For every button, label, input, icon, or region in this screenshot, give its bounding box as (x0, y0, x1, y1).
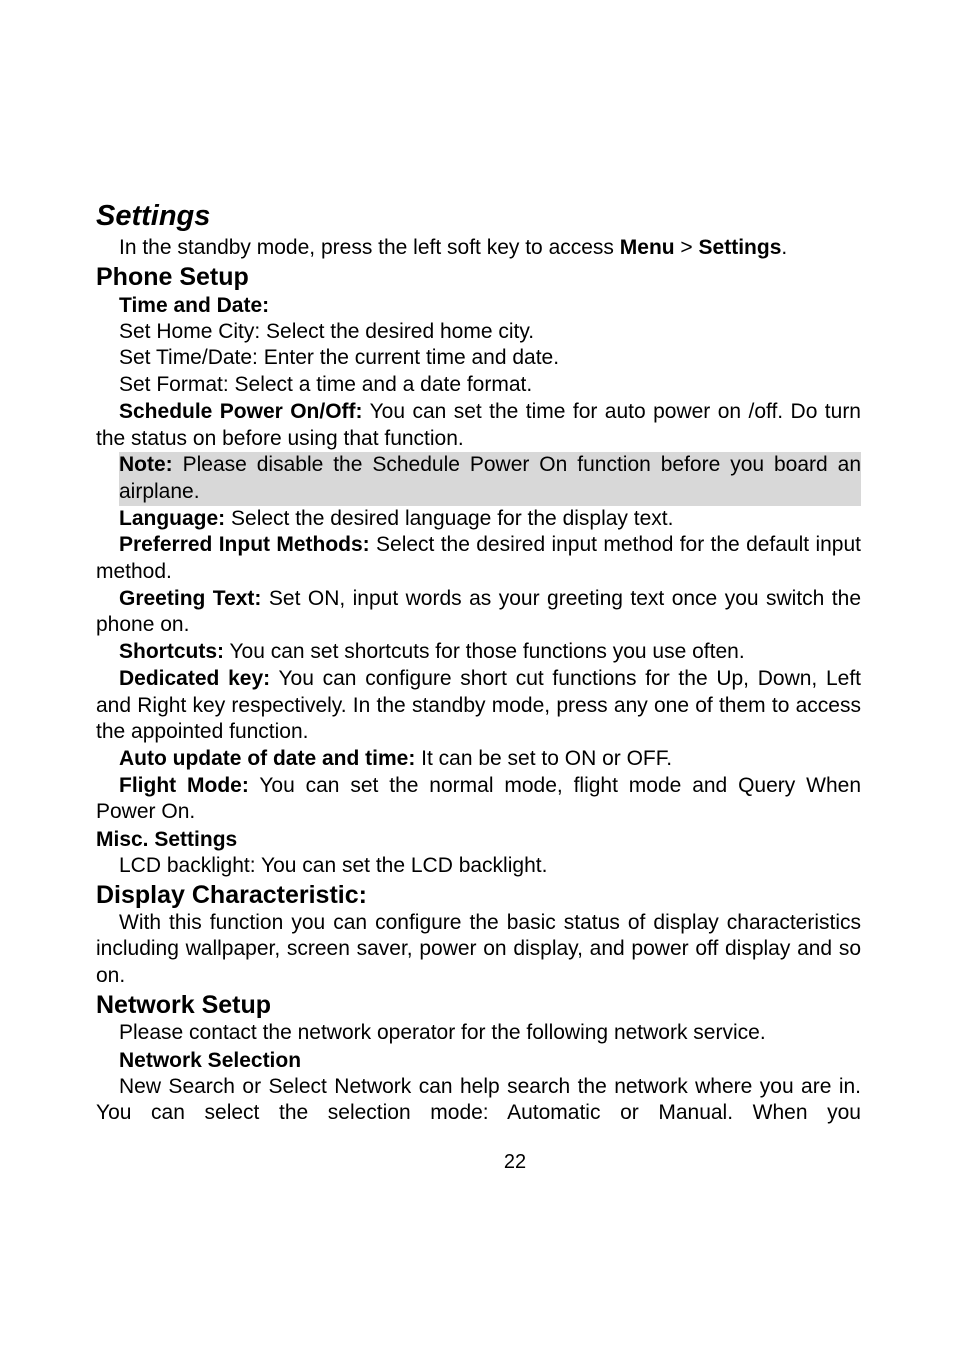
note-paragraph: Note: Please disable the Schedule Power On function before you board an airplane. (119, 453, 861, 503)
format-line: Set Format: Select a time and a date format. (119, 373, 533, 397)
display-paragraph: With this function you can configure the basic status of display characteristics including wallpaper, screen saver, power on display, and power off display and so on. (96, 910, 861, 988)
menu-term: Menu (619, 236, 675, 259)
misc-settings-heading: Misc. Settings (96, 828, 238, 852)
preferred-input-paragraph: Preferred Input Methods: Select the desired input method for the default input method. (96, 533, 861, 584)
page-title: Settings (96, 200, 211, 232)
time-date-line: Set Time/Date: Enter the current time and date. (119, 346, 560, 370)
network-selection-heading: Network Selection (119, 1048, 302, 1072)
flight-mode-paragraph: Flight Mode: You can set the normal mode, flight mode and Query When Power On. (96, 773, 862, 824)
page-number: 22 (503, 1151, 527, 1173)
time-date-heading: Time and Date: (119, 293, 270, 317)
note-box (119, 452, 861, 505)
dedicated-key-paragraph: Dedicated key: You can configure short cut functions for the Up, Down, Left and Right key respectively. In the standby mode, press any one of them to access the appointed function. (96, 666, 862, 744)
manual-page (96, 197, 861, 1127)
auto-update-paragraph: Auto update of date and time: It can be set to ON or OFF. (119, 746, 673, 770)
lcd-backlight-line: LCD backlight: You can set the LCD backlight. (119, 854, 548, 878)
schedule-power-paragraph: Schedule Power On/Off: You can set the time for auto power on /off. Do turn the status on before using that function. (96, 399, 861, 450)
language-paragraph: Language: Select the desired language for the display text. (119, 506, 674, 530)
phone-setup-heading: Phone Setup (96, 262, 249, 291)
settings-term: Settings (698, 236, 782, 259)
network-setup-heading: Network Setup (96, 990, 272, 1019)
home-city-line: Set Home City: Select the desired home city. (119, 319, 535, 343)
intro-paragraph: In the standby mode, press the left soft key to access Menu > Settings. (119, 236, 788, 259)
greeting-text-paragraph: Greeting Text: Set ON, input words as your greeting text once you switch the phone on. (96, 586, 862, 637)
shortcuts-paragraph: Shortcuts: You can set shortcuts for those functions you use often. (119, 640, 745, 664)
display-characteristic-heading: Display Characteristic: (96, 880, 367, 909)
network-intro-line: Please contact the network operator for the following network service. (119, 1020, 766, 1044)
network-selection-paragraph: New Search or Select Network can help search the network where you are in. You can select the selection mode: Automatic or Manual. When you (96, 1074, 861, 1125)
